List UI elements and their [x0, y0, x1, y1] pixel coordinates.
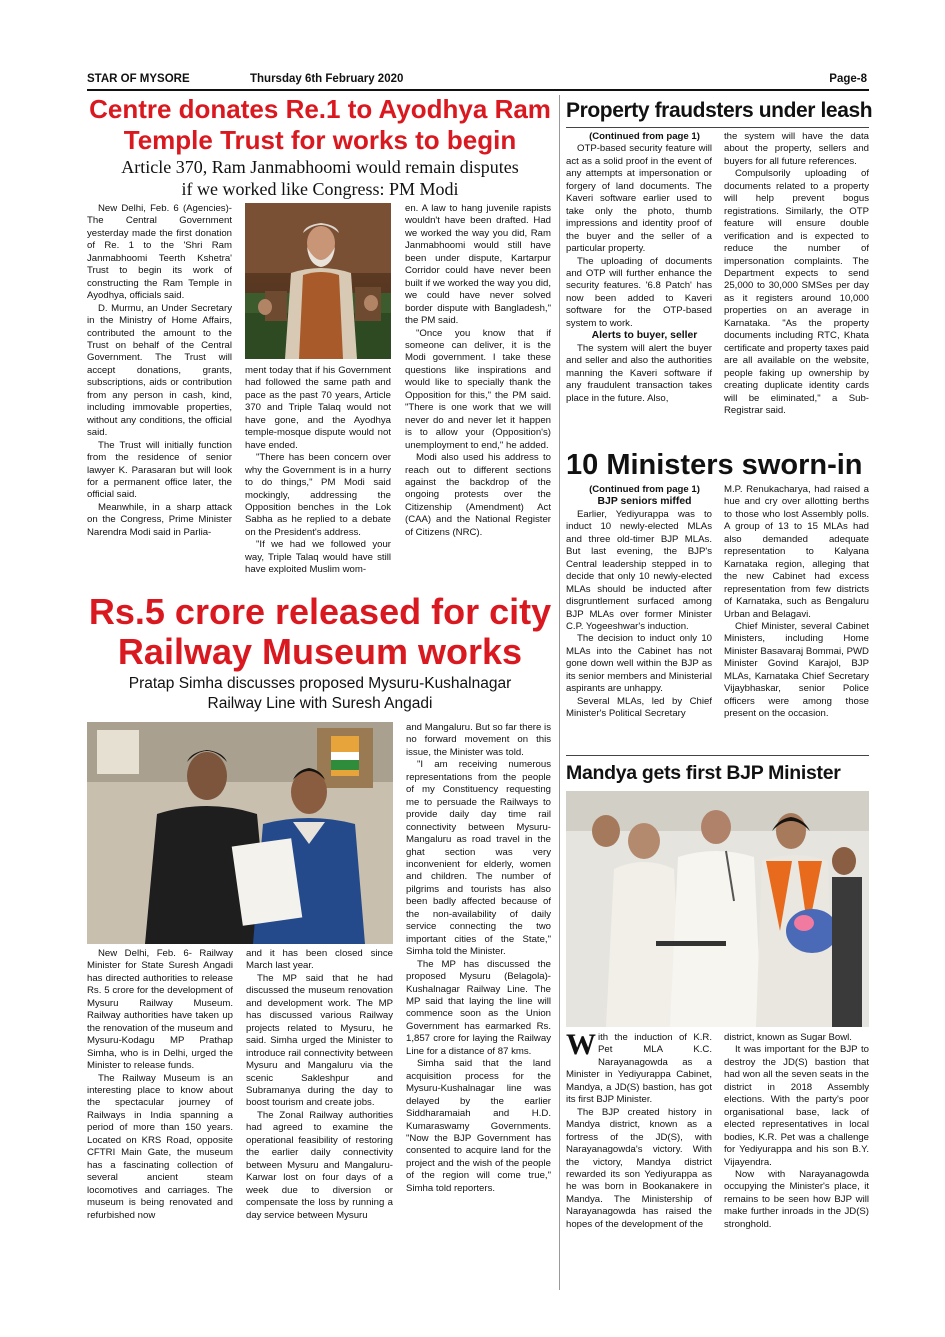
ayodhya-col-1: [87, 203, 232, 583]
property-col-2: [724, 131, 869, 447]
railway-subhead-1: Pratap Simha discusses proposed Mysuru-Kushalnagar: [128, 675, 512, 692]
issue-date: Thursday 6th February 2020: [250, 73, 404, 85]
paragraph: New Delhi, Feb. 6- Railway Minister for State Suresh Angadi has directed authorities to release Rs. 5 crore for the development of Mysuru Railway Museum. Railway authorities have taken up the renovation of the museum and Mysuru-Kodagu MP Prathap Simha, who is in Delhi, urged the Minister to release funds.: [87, 948, 233, 1072]
paragraph: Several MLAs, led by Chief Minister's Political Secretary: [566, 695, 712, 720]
modi-photo: [245, 203, 391, 359]
continued-note: (Continued from page 1): [589, 131, 700, 142]
paragraph-first: [566, 1032, 712, 1107]
railway-headline-1: Rs.5 crore released for city: [88, 591, 552, 632]
paragraph: Compulsorily uploading of documents related to a property will help prevent bogus registrations. Similarly, the OTP feature will ensure double verification and is expected to reduce the number of impersonation complaints. The Department expects to send 25,000 to 30,000 SMSes per day as it registers around 10,000 properties on an average in Karnataka. "As the property documents including RTC, Khata certificate and property taxes paid are all available on the website, people faking up ownership by creating duplicate identity cards will be eliminated," a Sub-Registrar said.: [724, 168, 869, 416]
ministers-col-1: [566, 484, 712, 752]
paragraph: "If we had we followed your way, Triple Talaq would have still have exploited Muslim wom-: [245, 539, 391, 576]
paragraph: The uploading of documents and OTP will further enhance the security features. '6.8 Patch' has now been added to Kaveri software for the OTP-based system to work.: [566, 255, 712, 329]
paragraph: and it has been closed since March last year.: [246, 948, 393, 972]
paragraph: "Once you know that if someone can deliver, it is the Modi government. I take these questions like inspirations and would like to specially thank the Opposition for this," the PM said. "There is one work that we will never do and never let it happen is to allow your (Opposition's) unemployment to end," he added.: [405, 327, 551, 451]
mandya-headline: Mandya gets first BJP Minister: [566, 762, 841, 784]
property-col-1: [566, 131, 712, 447]
column-divider: [559, 95, 560, 1290]
paragraph: The MP said that he had discussed the museum renovation and development work. The MP has discussed various Railway projects related to Mysuru, he said. Simha urged the Minister to introduce rail connectivity between Mysuru and Mangaluru via the scenic Sakleshpur and Subramanya during the day to boost tourism and create jobs.: [246, 972, 393, 1109]
mandya-rule-top: [566, 755, 869, 756]
property-headline: Property fraudsters under leash: [566, 99, 873, 122]
paragraph: It was important for the BJP to destroy the JD(S) bastion that had won all the seven seats in the district in 2018 Assembly elections. With the party's poor organisational base, lack of elected representatives in local bodies, K.R. Pet was a challenge for Yediyurappa and his son B.Y. Vijayendra.: [724, 1044, 869, 1168]
paper-name: STAR OF MYSORE: [87, 73, 190, 85]
paragraph: Meanwhile, in a sharp attack on the Congress, Prime Minister Narendra Modi said in Parlia-: [87, 501, 232, 538]
railway-headline-2: Railway Museum works: [117, 631, 523, 672]
modi-photo-art: [245, 203, 391, 359]
masthead-rule: [87, 89, 869, 91]
ministers-headline: 10 Ministers sworn-in: [566, 449, 863, 481]
ayodhya-headline-2: Temple Trust for works to begin: [123, 125, 517, 155]
ayodhya-subhead-1: Article 370, Ram Janmabhoomi would remain disputes: [121, 157, 519, 177]
paragraph: The Zonal Railway authorities had agreed to examine the operational feasibility of restoring the earlier daily connectivity between Mysuru and Mangaluru-Karwar lost on four days of a week due to diversion or compensate the loss by running a day service between Mysuru: [246, 1109, 393, 1221]
paragraph: The BJP created history in Mandya district, known as a fortress of the JD(S), with Narayanagowda's victory. With the victory, Mandya district rewarded its son Yediyurappa as he was born in Bookanakere in Mandya. The Ministership of Narayanagowda has raised the hopes of the development of the: [566, 1106, 712, 1230]
mandya-photo-art: [566, 791, 869, 1027]
property-rule: [566, 127, 869, 128]
paragraph: Simha said that the land acquisition process for the Mysuru-Kushalnagar line was delayed by the earlier Siddharamaiah and H.D. Kumaraswamy Governments. "Now the BJP Government has consented to acquire land for the project and the wish of the people of the region will come true," Simha told reporters.: [406, 1058, 551, 1194]
paragraph: and Mangaluru. But so far there is no forward movement on this issue, the Minister was told.: [406, 722, 551, 758]
paragraph: district, known as Sugar Bowl.: [724, 1032, 852, 1043]
paragraph: OTP-based security feature will act as a solid proof in the event of any attempts at impersonation or forgery of land documents. The Kaveri software earlier used to take only the photo, thumb impressions and identity proof of the buyer and the seller of a particular property.: [566, 143, 712, 255]
paragraph: The Railway Museum is an interesting place to know about the spectacular journey of Railways in India spanning a period of more than 150 years. Located on KRS Road, opposite CFTRI Main Gate, the museum has a fascinating collection of several ancient steam locomotives and carriages. The museum is being renovated and refurbished now: [87, 1072, 233, 1221]
paragraph: D. Murmu, an Under Secretary in the Ministry of Home Affairs, contributed the amount to the Trust on behalf of the Central Government. The Trust will accept donations, grants, subscriptions, aids or contribution from any person in cash, kind, including immovable properties, without any conditions, the official said.: [87, 302, 232, 439]
ayodhya-headline-1: Centre donates Re.1 to Ayodhya Ram: [89, 94, 551, 124]
paragraph: Modi also used his address to reach out to different sections against the backdrop of the ongoing protests over the Citizenship (Amendment) Act (CAA) and the National Register of Citizens (NRC).: [405, 452, 551, 538]
paragraph: New Delhi, Feb. 6 (Agencies)- The Central Government yesterday made the first donation of Re. 1 to the 'Shri Ram Janmabhoomi Teerth Kshetra' Trust to begin its work of constructing the Ram Temple in Ayodhya, officials said.: [87, 203, 232, 302]
railway-col-1: [87, 948, 233, 1254]
mandya-photo: [566, 791, 869, 1027]
mandya-col-2: [724, 1032, 869, 1276]
ayodhya-subhead-2: if we worked like Congress: PM Modi: [181, 179, 459, 199]
masthead: [87, 70, 869, 94]
first-paragraph-text: ith the induction of K.R. Pet MLA K.C. Narayanagowda as a Minister in Yediyurappa Cabinet, Mandya, a JD(S) bastion, has got its first BJP Minister.: [566, 1032, 712, 1106]
paragraph: en. A law to hang juvenile rapists wouldn't have been drafted. Had we worked the way you did, Ram Janmabhoomi would still have been under dispute, Kartarpur Corridor could have never been built if we worked the way you did, we could have never solved border dispute with Bangladesh," the PM said.: [405, 203, 551, 327]
railway-col-3: [406, 722, 551, 1254]
subhead-bjp-seniors: BJP seniors miffed: [597, 496, 692, 508]
paragraph: The decision to induct only 10 MLAs into the Cabinet has not gone down well within the BJP as its senior members and Ministerial aspirants are unhappy.: [566, 633, 712, 695]
simha-angadi-photo: [87, 722, 393, 944]
paragraph: M.P. Renukacharya, had raised a hue and cry over allotting berths to those who lost Assembly polls. A group of 13 to 15 MLAs had also demanded adequate representation to Kalyana Karnataka region, alleging that the new Cabinet had excess representation from few districts of Karnataka, such as Bengaluru Urban and Belagavi.: [724, 484, 869, 620]
drop-cap: W: [566, 1032, 596, 1061]
paragraph: The Trust will initially function from the residence of senior lawyer K. Parasaran but will look for a permanent office later, the official said.: [87, 439, 232, 501]
railway-subhead-2: Railway Line with Suresh Angadi: [207, 695, 433, 712]
paragraph: "I am receiving numerous representations from the people of my Constituency requesting me to persuade the Railways to provide daily day time rail connectivity between Mysuru-Mangaluru as road travel in the ghat section was very inconvenient for elderly, women and children. The number of pilgrims and tourists has also been badly affected because of the non-availability of daily service connecting the two important cities of the State," Simha told the Minister.: [406, 759, 551, 958]
railway-col-2: [246, 948, 393, 1254]
paragraph: ment today that if his Government had followed the same path and pace as the past 70 years, Article 370 and Triple Talaq would not have gone, and the Ayodhya temple-mosque dispute would not have ended.: [245, 365, 391, 451]
paragraph: The system will alert the buyer and seller and also the authorities manning the Kaveri software if any fraudulent transaction takes place in the future. Also,: [566, 342, 712, 404]
ayodhya-col-2: [245, 365, 391, 583]
ministers-col-2: [724, 484, 869, 752]
mandya-col-1: [566, 1032, 712, 1276]
ayodhya-col-3: [405, 203, 551, 583]
paragraph: the system will have the data about the property, sellers and buyers for all future references.: [724, 131, 869, 167]
paragraph: Earlier, Yediyurappa was to induct 10 newly-elected MLAs and three old-timer BJP MLAs. But last evening, the BJP's Central leadership stepped in to decide that only 10 newly-elected MLAs should be inducted after disgruntlement surfaced among BJP MLAs over former Minister C.P. Yogeeshwar's induction.: [566, 508, 712, 632]
paragraph: Now with Narayanagowda occupying the Minister's place, it remains to be seen how BJP will make further inroads in the JD(S) stronghold.: [724, 1168, 869, 1230]
simha-angadi-photo-art: [87, 722, 393, 944]
page-number: Page-8: [829, 73, 867, 85]
paragraph: "There has been concern over why the Government is in a hurry to do things," PM Modi said mockingly, addressing the Opposition benches in the Lok Sabha as he replied to a debate on the President's address.: [245, 452, 391, 538]
paragraph: The MP has discussed the proposed Mysuru (Belagola)-Kushalnagar Railway Line. The MP said that laying the line will commence soon as the Union Government has earmarked Rs. 1,857 crore for laying the Railway Line for a distance of 87 kms.: [406, 958, 551, 1057]
paragraph: Chief Minister, several Cabinet Ministers, including Home Minister Basavaraj Bommai, PWD Minister Govind Karajol, BJP MLAs, Karnataka Chief Secretary Vijaybhaskar, senior Police officers were among those present on the occasion.: [724, 620, 869, 720]
subhead-alerts: Alerts to buyer, seller: [591, 330, 698, 342]
continued-note: (Continued from page 1): [589, 484, 700, 495]
